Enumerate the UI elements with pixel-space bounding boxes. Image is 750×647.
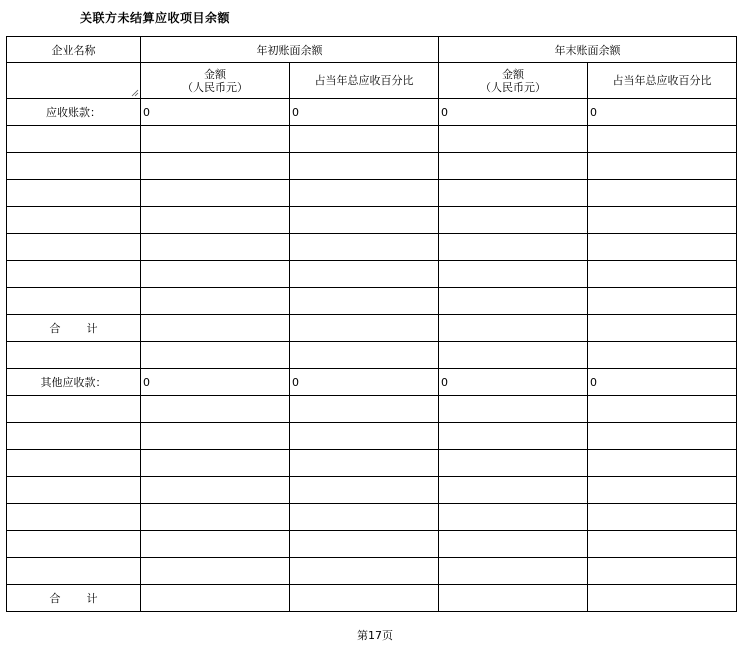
table-cell[interactable] <box>7 234 141 261</box>
table-cell[interactable] <box>588 450 737 477</box>
table-cell[interactable] <box>439 207 588 234</box>
table-cell[interactable] <box>7 126 141 153</box>
table-cell[interactable] <box>588 234 737 261</box>
table-cell[interactable] <box>588 207 737 234</box>
table-cell[interactable] <box>290 504 439 531</box>
table-row <box>7 531 737 558</box>
table-cell[interactable] <box>290 288 439 315</box>
table-cell[interactable] <box>7 153 141 180</box>
header-diagonal-cell <box>7 63 141 99</box>
table-row <box>7 504 737 531</box>
table-cell[interactable] <box>141 288 290 315</box>
table-cell[interactable] <box>7 477 141 504</box>
total-row <box>7 315 737 342</box>
table-cell[interactable] <box>141 531 290 558</box>
table-cell[interactable] <box>439 504 588 531</box>
table-cell[interactable] <box>439 558 588 585</box>
section-row <box>7 369 737 396</box>
value-cell[interactable]: 0 <box>141 99 290 126</box>
table-cell[interactable] <box>7 342 141 369</box>
table-cell[interactable] <box>290 261 439 288</box>
table-cell[interactable] <box>588 504 737 531</box>
table-cell[interactable] <box>7 423 141 450</box>
table-cell[interactable] <box>439 288 588 315</box>
table-row <box>7 234 737 261</box>
table-cell[interactable] <box>439 261 588 288</box>
table-cell[interactable] <box>7 396 141 423</box>
table-cell[interactable] <box>290 477 439 504</box>
section-row <box>7 99 737 126</box>
value-cell[interactable]: 0 <box>588 369 737 396</box>
value-cell[interactable]: 0 <box>588 99 737 126</box>
table-cell[interactable] <box>141 153 290 180</box>
table-cell[interactable] <box>439 450 588 477</box>
table-cell[interactable] <box>588 261 737 288</box>
table-cell[interactable] <box>588 423 737 450</box>
table-cell[interactable] <box>588 342 737 369</box>
currency-label: （人民币元） <box>182 80 248 94</box>
section-label: 其他应收款： <box>7 369 141 396</box>
currency-label: （人民币元） <box>480 80 546 94</box>
header-opening-balance: 年初账面余额 <box>141 37 439 63</box>
table-cell[interactable] <box>290 342 439 369</box>
table-cell[interactable] <box>439 585 588 612</box>
header-closing-amount <box>439 63 588 99</box>
header-closing-balance: 年末账面余额 <box>439 37 737 63</box>
value-cell[interactable]: 0 <box>439 99 588 126</box>
total-label-part: 合 <box>49 322 61 335</box>
header-opening-percent: 占当年总应收百分比 <box>290 63 439 99</box>
table-cell[interactable] <box>588 396 737 423</box>
table-cell[interactable] <box>7 558 141 585</box>
table-row <box>7 342 737 369</box>
section-label: 应收账款： <box>7 99 141 126</box>
table-cell[interactable] <box>439 531 588 558</box>
table-cell[interactable] <box>141 477 290 504</box>
table-cell[interactable] <box>141 342 290 369</box>
header-closing-percent: 占当年总应收百分比 <box>588 63 737 99</box>
table-cell[interactable] <box>439 234 588 261</box>
document-title: 关联方未结算应收项目余额 <box>80 11 231 25</box>
table-cell[interactable] <box>290 234 439 261</box>
table-cell[interactable] <box>141 234 290 261</box>
table-cell[interactable] <box>439 315 588 342</box>
table-cell[interactable] <box>141 558 290 585</box>
table-row <box>7 477 737 504</box>
table-cell[interactable] <box>588 180 737 207</box>
table-cell[interactable] <box>588 477 737 504</box>
header-row-2 <box>7 63 737 99</box>
header-company-name: 企业名称 <box>7 37 141 63</box>
amount-label: 金额 <box>502 67 524 81</box>
table-cell[interactable] <box>141 423 290 450</box>
table-cell[interactable] <box>588 288 737 315</box>
table-cell[interactable] <box>439 477 588 504</box>
table-cell[interactable] <box>290 531 439 558</box>
table-row <box>7 153 737 180</box>
table-cell[interactable] <box>290 396 439 423</box>
table-cell[interactable] <box>588 558 737 585</box>
table-row <box>7 126 737 153</box>
table-cell[interactable] <box>290 180 439 207</box>
table-cell[interactable] <box>141 504 290 531</box>
table-cell[interactable] <box>141 396 290 423</box>
table-row <box>7 558 737 585</box>
table-cell[interactable] <box>439 126 588 153</box>
table-cell[interactable] <box>7 288 141 315</box>
table-cell[interactable] <box>141 207 290 234</box>
value-cell[interactable]: 0 <box>290 99 439 126</box>
table-cell[interactable] <box>141 126 290 153</box>
value-cell[interactable]: 0 <box>141 369 290 396</box>
table-cell[interactable] <box>588 126 737 153</box>
table-cell[interactable] <box>439 423 588 450</box>
table-cell[interactable] <box>588 585 737 612</box>
table-row <box>7 207 737 234</box>
table-cell[interactable] <box>141 315 290 342</box>
receivables-table <box>6 36 737 612</box>
table-row <box>7 396 737 423</box>
table-row <box>7 423 737 450</box>
table-cell[interactable] <box>290 423 439 450</box>
table-cell[interactable] <box>7 180 141 207</box>
table-cell[interactable] <box>290 558 439 585</box>
table-cell[interactable] <box>7 504 141 531</box>
table-cell[interactable] <box>7 450 141 477</box>
table-cell[interactable] <box>439 180 588 207</box>
header-opening-amount <box>141 63 290 99</box>
total-label <box>7 585 141 612</box>
table-cell[interactable] <box>588 531 737 558</box>
table-cell[interactable] <box>588 315 737 342</box>
table-cell[interactable] <box>290 315 439 342</box>
table-cell[interactable] <box>290 585 439 612</box>
table-cell[interactable] <box>141 261 290 288</box>
table-cell[interactable] <box>7 531 141 558</box>
total-label-part: 计 <box>86 592 98 605</box>
resize-corner-icon <box>131 89 139 97</box>
table-cell[interactable] <box>7 261 141 288</box>
table-cell[interactable] <box>141 585 290 612</box>
total-label-part: 合 <box>49 592 61 605</box>
table-cell[interactable] <box>439 342 588 369</box>
total-label-part: 计 <box>86 322 98 335</box>
table-row <box>7 450 737 477</box>
table-cell[interactable] <box>439 396 588 423</box>
table-cell[interactable] <box>290 126 439 153</box>
table-cell[interactable] <box>439 153 588 180</box>
table-cell[interactable] <box>141 450 290 477</box>
table-cell[interactable] <box>141 180 290 207</box>
table-row <box>7 180 737 207</box>
table-cell[interactable] <box>7 207 141 234</box>
page-number: 第17页 <box>357 629 393 642</box>
table-cell[interactable] <box>290 207 439 234</box>
table-cell[interactable] <box>588 153 737 180</box>
value-cell[interactable]: 0 <box>439 369 588 396</box>
table-row <box>7 288 737 315</box>
table-row <box>7 261 737 288</box>
table-cell[interactable] <box>290 153 439 180</box>
total-label <box>7 315 141 342</box>
amount-label: 金额 <box>204 67 226 81</box>
header-row-1 <box>7 37 737 63</box>
table-cell[interactable] <box>290 450 439 477</box>
value-cell[interactable]: 0 <box>290 369 439 396</box>
total-row <box>7 585 737 612</box>
